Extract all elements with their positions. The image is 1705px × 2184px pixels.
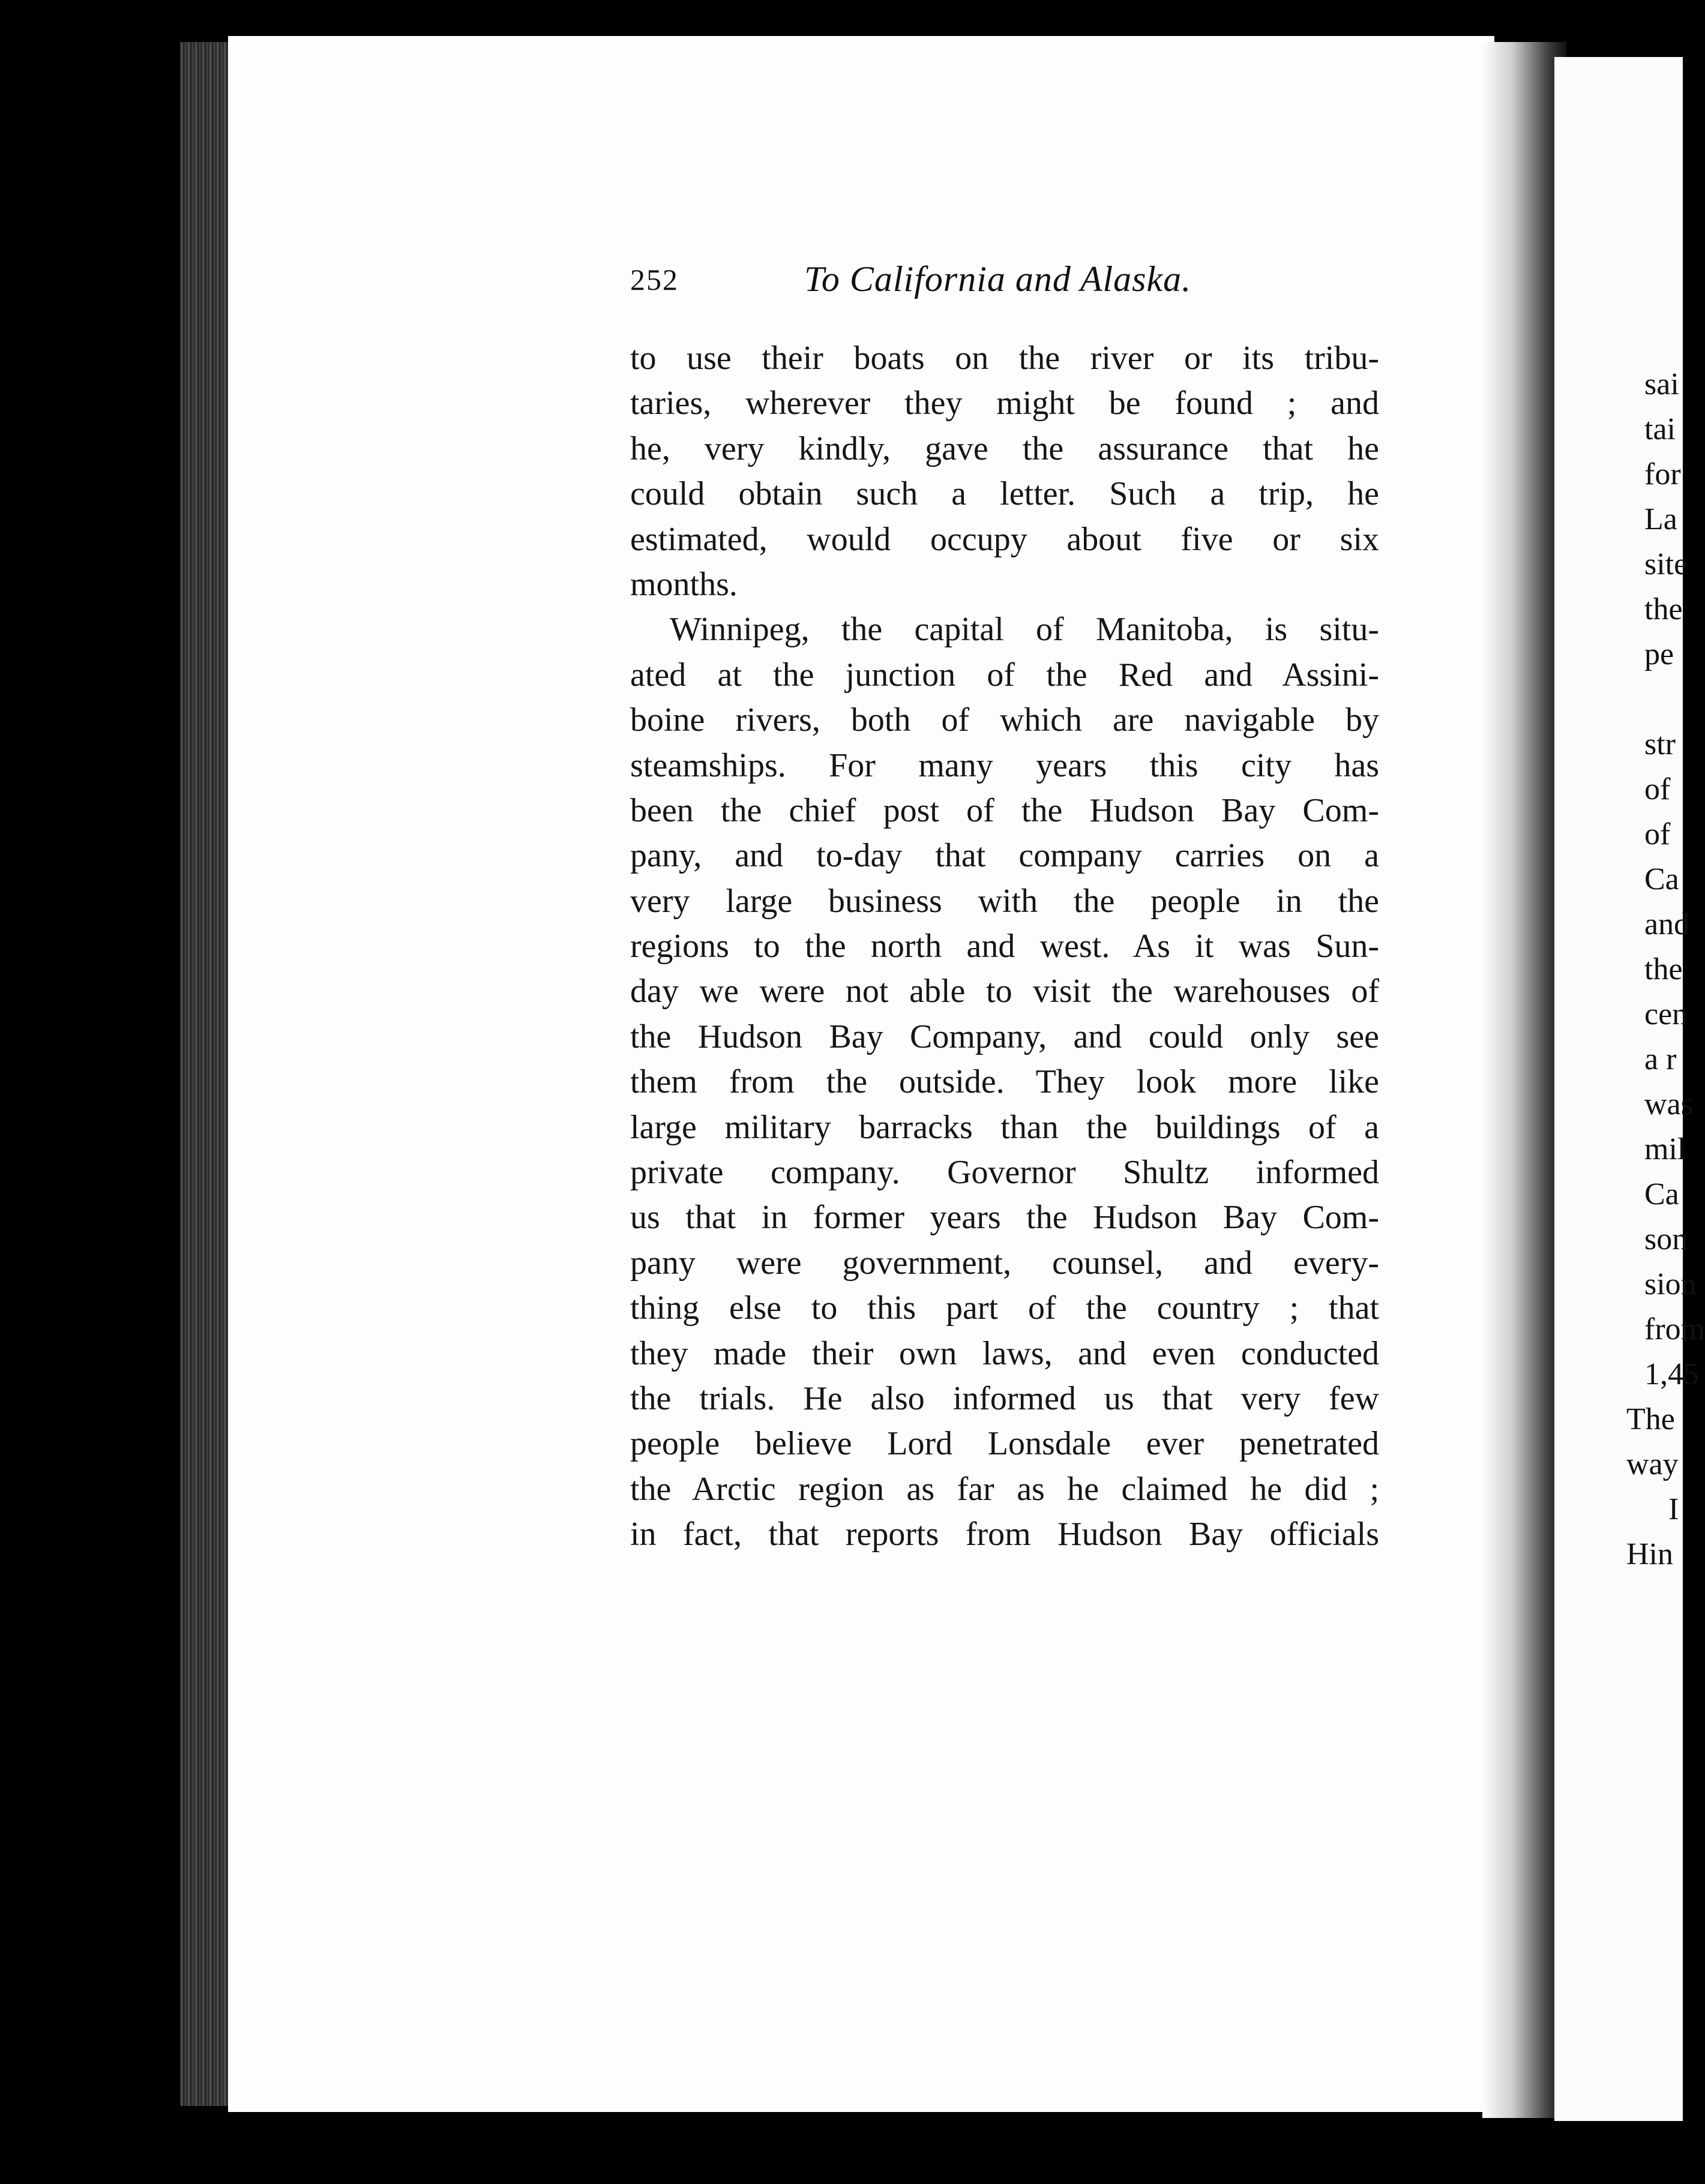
text-line: ated at the junction of the Red and Assini- bbox=[630, 656, 1379, 694]
facing-page-fragment: way bbox=[1626, 1447, 1679, 1481]
text-line: steamships. For many years this city has bbox=[630, 746, 1379, 784]
facing-page-fragment: sion bbox=[1644, 1267, 1697, 1301]
text-line: taries, wherever they might be found ; and bbox=[630, 385, 1379, 422]
text-line: estimated, would occupy about five or six bbox=[630, 520, 1379, 558]
facing-page-fragment: pe bbox=[1644, 637, 1674, 671]
text-line: them from the outside. They look more like bbox=[630, 1063, 1379, 1101]
facing-page-fragment: tai bbox=[1644, 412, 1676, 446]
facing-page-fragment: from bbox=[1644, 1312, 1705, 1346]
facing-page bbox=[1554, 57, 1705, 2121]
facing-page-fragment: the bbox=[1644, 952, 1683, 986]
text-line: they made their own laws, and even conducted bbox=[630, 1334, 1379, 1372]
text-line: private company. Governor Shultz informed bbox=[630, 1154, 1379, 1192]
facing-page-fragment: str bbox=[1644, 727, 1676, 761]
facing-page-fragment: for bbox=[1644, 457, 1681, 491]
facing-page-fragment: of bbox=[1644, 772, 1671, 806]
running-title: To California and Alaska. bbox=[804, 259, 1192, 299]
text-line: Winnipeg, the capital of Manitoba, is situ- bbox=[670, 611, 1379, 649]
facing-page-fragment: site bbox=[1644, 547, 1688, 581]
facing-page-fragment: of bbox=[1644, 817, 1671, 851]
text-line: day we were not able to visit the warehouses of bbox=[630, 973, 1379, 1010]
facing-page-fragment: La bbox=[1644, 502, 1677, 536]
facing-page-fragment: sai bbox=[1644, 367, 1679, 401]
text-line: pany, and to-day that company carries on a bbox=[630, 837, 1379, 875]
text-line: the trials. He also informed us that very few bbox=[630, 1379, 1379, 1417]
facing-page-fragment: the bbox=[1644, 592, 1683, 626]
facing-page-fragment: a r bbox=[1644, 1042, 1677, 1076]
text-line: thing else to this part of the country ; that bbox=[630, 1289, 1379, 1327]
facing-page-fragment: The bbox=[1626, 1402, 1675, 1436]
running-head bbox=[630, 259, 1242, 304]
text-line: boine rivers, both of which are navigable by bbox=[630, 701, 1379, 739]
text-line: large military barracks than the buildings of a bbox=[630, 1108, 1379, 1146]
facing-page-fragment: cen bbox=[1644, 997, 1688, 1031]
facing-page-fragment: 1,45 bbox=[1644, 1357, 1699, 1391]
facing-page-fragment: Ca bbox=[1644, 1177, 1679, 1211]
text-line: he, very kindly, gave the assurance that he bbox=[630, 430, 1379, 467]
text-line: been the chief post of the Hudson Bay Com- bbox=[630, 791, 1379, 829]
page-number: 252 bbox=[630, 263, 679, 296]
facing-page-fragment: son bbox=[1644, 1222, 1688, 1256]
text-line: regions to the north and west. As it was Sun- bbox=[630, 928, 1379, 965]
text-line: months. bbox=[630, 565, 738, 603]
book-gutter-shadow bbox=[1482, 42, 1566, 2118]
facing-page-fragment: Hin bbox=[1626, 1537, 1673, 1571]
text-line: very large business with the people in the bbox=[630, 882, 1379, 920]
facing-page-fragment: was bbox=[1644, 1087, 1693, 1121]
text-line: to use their boats on the river or its tribu- bbox=[630, 340, 1379, 377]
body-text bbox=[630, 336, 1379, 1558]
text-line: could obtain such a letter. Such a trip, he bbox=[630, 475, 1379, 513]
facing-page-fragment: mil bbox=[1644, 1132, 1686, 1166]
text-line: the Arctic region as far as he claimed he did ; bbox=[630, 1470, 1379, 1508]
facing-page-fragment: and bbox=[1644, 907, 1690, 941]
facing-page-fragment: I bbox=[1668, 1492, 1679, 1526]
text-line: the Hudson Bay Company, and could only see bbox=[630, 1018, 1379, 1055]
text-line: pany were government, counsel, and every- bbox=[630, 1244, 1379, 1282]
facing-page-fragment: Ca bbox=[1644, 862, 1679, 896]
text-line: people believe Lord Lonsdale ever penetrated bbox=[630, 1425, 1379, 1463]
text-line: in fact, that reports from Hudson Bay officials bbox=[630, 1516, 1379, 1553]
text-line: us that in former years the Hudson Bay Com- bbox=[630, 1199, 1379, 1237]
